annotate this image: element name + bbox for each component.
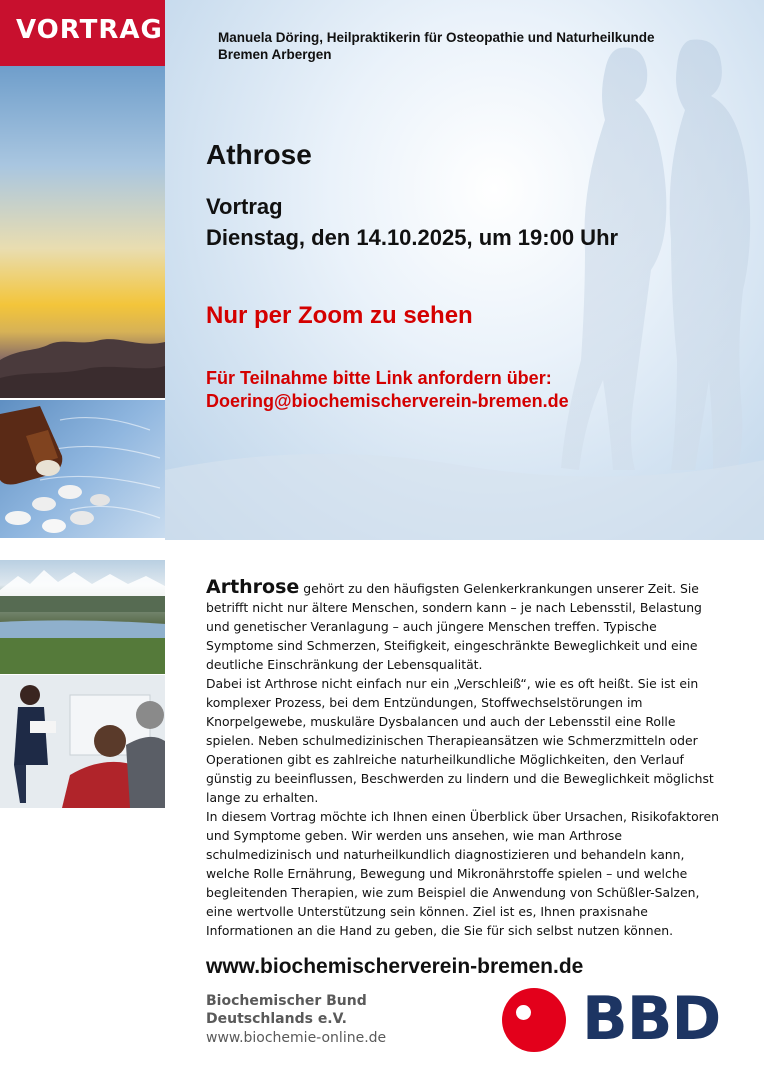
medicine-bottle-photo bbox=[0, 400, 165, 538]
org-name-line-2: Deutschlands e.V. bbox=[206, 1011, 347, 1027]
bbd-logo-circle-icon bbox=[502, 988, 566, 1052]
author-name-line: Manuela Döring, Heilpraktikerin für Osteopathie und Naturheilkunde bbox=[218, 30, 655, 45]
signup-email[interactable]: Doering@biochemischerverein-bremen.de bbox=[206, 391, 569, 411]
vortrag-badge-label: VORTRAG bbox=[16, 15, 163, 45]
signup-instruction: Für Teilnahme bitte Link anfordern über: bbox=[206, 368, 552, 388]
description-paragraph-3: In diesem Vortrag möchte ich Ihnen einen Überblick über Ursachen, Risikofaktoren und Symptome geben. Wir werden uns ansehen, wie man Arthrose schulmedizinisch und naturheilkundlich diagnostizieren und behandeln kann, welche Rolle Ernährung, Bewegung und Mikronährstoffe spielen – und welche begleitenden Therapien, wie zum Beispiel die Anwendung von Schüßler-Salzen, eine wertvolle Unterstützung sein können. Ziel ist es, Ihnen praxisnahe Informationen an die Hand zu geben, die Sie für sich selbst nutzen können. bbox=[206, 809, 719, 938]
bbd-logo-text: BBD bbox=[582, 984, 721, 1054]
description-paragraph-2: Dabei ist Arthrose nicht einfach nur ein „Verschleiß“, wie es oft heißt. Sie ist ein komplexer Prozess, bei dem Entzündungen, Stoffwechselstörungen im Knorpelgewebe, muskuläre Dysbalancen und auch der Lebensstil eine Rolle spielen. Neben schulmedizinischen Therapieansätzen wie Schmerzmitteln oder Operationen gibt es zahlreiche naturheilkundliche Möglichkeiten, den Verlauf günstig zu beeinflussen, Beschwerden zu lindern und die Beweglichkeit möglichst lange zu erhalten. bbox=[206, 676, 714, 805]
event-title: Athrose bbox=[206, 139, 312, 170]
vortrag-badge bbox=[0, 0, 165, 66]
lecture-illustration bbox=[0, 675, 165, 808]
paragraph-1-text: gehört zu den häufigsten Gelenkerkrankungen unserer Zeit. Sie betrifft nicht nur ältere Menschen, sondern kann – je nach Lebensstil, Belastung und genetischer Veranlagung – auch jüngere Menschen treffen. Typische Symptome sind Schmerzen, Steifigkeit, eingeschränkte Beweglichkeit und eine deutliche Einschränkung der Lebensqualität. bbox=[206, 581, 702, 672]
description-paragraph-1 bbox=[206, 578, 726, 674]
mountain-lake-photo bbox=[0, 560, 165, 674]
org-name-line-1: Biochemischer Bund bbox=[206, 993, 367, 1009]
event-date: Dienstag, den 14.10.2025, um 19:00 Uhr bbox=[206, 225, 619, 250]
couple-silhouette-illustration bbox=[165, 0, 764, 540]
lake-illustration bbox=[0, 560, 165, 674]
bbd-logo bbox=[502, 984, 727, 1058]
lecture-audience-photo bbox=[0, 675, 165, 808]
lead-word: Arthrose bbox=[206, 576, 300, 598]
event-type: Vortrag bbox=[206, 194, 283, 219]
pills-illustration bbox=[0, 400, 165, 538]
author-location-line: Bremen Arbergen bbox=[218, 47, 332, 62]
mountain-silhouette bbox=[0, 330, 165, 398]
website-link[interactable]: www.biochemischerverein-bremen.de bbox=[206, 955, 584, 978]
left-image-column bbox=[0, 0, 165, 810]
org-url[interactable]: www.biochemie-online.de bbox=[206, 1030, 387, 1046]
description-text bbox=[206, 578, 726, 940]
author-info bbox=[218, 29, 655, 63]
zoom-note: Nur per Zoom zu sehen bbox=[206, 302, 473, 329]
